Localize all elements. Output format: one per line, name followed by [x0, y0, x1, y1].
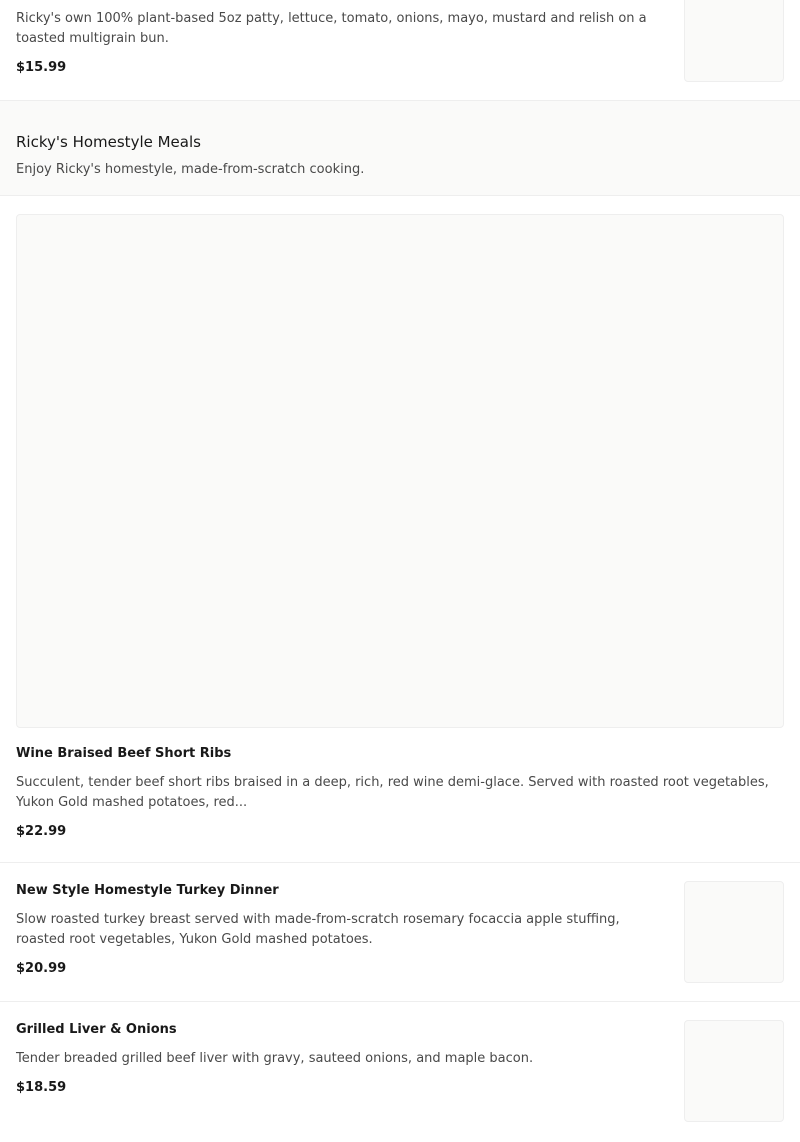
- item-price: $15.99: [16, 60, 67, 75]
- item-image[interactable]: [684, 1020, 784, 1122]
- item-price: $18.59: [16, 1080, 67, 1095]
- item-image[interactable]: [684, 0, 784, 82]
- item-description: Ricky's own 100% plant-based 5oz patty, lettuce, tomato, onions, mayo, mustard and relish on a toasted multigrain bun.: [16, 11, 647, 46]
- item-price: $22.99: [16, 824, 67, 839]
- menu-item-liver-onions[interactable]: [0, 1002, 800, 1142]
- item-price: $20.99: [16, 961, 67, 976]
- category-title: Ricky's Homestyle Meals: [16, 133, 201, 151]
- item-description: Tender breaded grilled beef liver with gravy, sauteed onions, and maple bacon.: [16, 1051, 534, 1066]
- item-description: Succulent, tender beef short ribs braised in a deep, rich, red wine demi-glace. Served with roasted root vegetables, Yukon Gold mashed potatoes, red...: [16, 775, 769, 810]
- category-description: Enjoy Ricky's homestyle, made-from-scratch cooking.: [16, 162, 365, 177]
- item-name: New Style Homestyle Turkey Dinner: [16, 883, 279, 898]
- menu-item-turkey-dinner[interactable]: [0, 863, 800, 1002]
- item-name: Grilled Liver & Onions: [16, 1022, 177, 1037]
- item-name: Wine Braised Beef Short Ribs: [16, 746, 232, 761]
- item-image[interactable]: [684, 881, 784, 983]
- item-description: Slow roasted turkey breast served with made-from-scratch rosemary focaccia apple stuffing, roasted root vegetables, Yukon Gold mashed potatoes.: [16, 912, 620, 947]
- item-image-featured[interactable]: [16, 214, 784, 728]
- menu-item-plant-burger[interactable]: [0, 0, 800, 101]
- category-header: [0, 100, 800, 196]
